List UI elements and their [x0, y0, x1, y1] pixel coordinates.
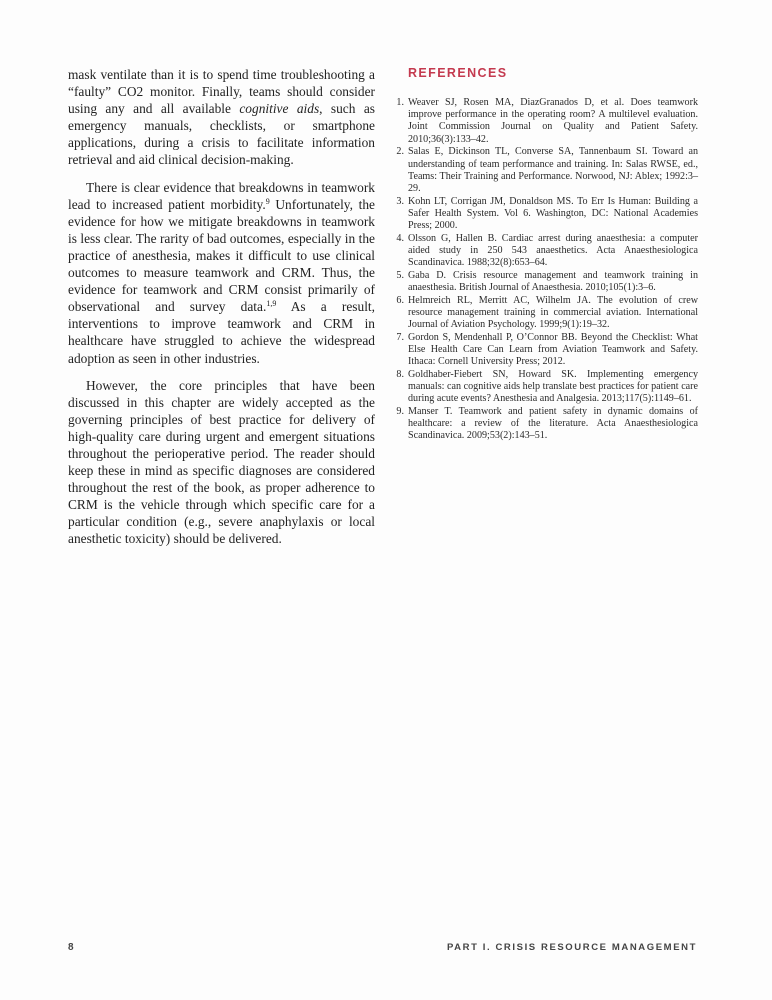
paragraph-text: There is clear evidence that breakdowns in teamwork lead to increased patient morbidity. [68, 179, 375, 212]
paragraph-text: , such as emergency manuals, checklists, or smartphone applications, during a crisis to facilitate information retrieval and aid clinical decision-making. [68, 101, 375, 168]
reference-text: Weaver SJ, Rosen MA, DiazGranados D, et al. Does teamwork improve performance in the operating room? A multilevel evaluation. Joint Commission Journal on Quality and Patient Safety. 2010;36(3):133–42. [408, 97, 698, 145]
references-column [392, 66, 698, 443]
reference-text: Goldhaber-Fiebert SN, Howard SK. Implementing emergency manuals: can cognitive aids help translate best practices for patient care during acute events? Anesthesia and Analgesia. 2013;117(5):1149–61. [408, 368, 698, 405]
reference-number: 1. [396, 97, 404, 108]
reference-item [392, 270, 698, 294]
reference-text: Gaba D. Crisis resource management and teamwork training in anaesthesia. British Journal of Anaesthesia. 2010;105(1):3–6. [408, 269, 698, 294]
body-paragraph [68, 66, 375, 169]
reference-item [392, 295, 698, 332]
page-number: 8 [68, 942, 75, 953]
body-paragraph: However, the core principles that have been discussed in this chapter are widely accepted as the governing principles of best practice for delivery of high-quality care during urgent and emergent situations throughout the perioperative period. The reader should keep these in mind as specific diagnoses are considered throughout the rest of the book, as proper adherence to CRM is the vehicle through which specific care for a particular condition (e.g., severe anaphylaxis or local anesthetic toxicity) should be delivered. [68, 377, 375, 547]
running-footer-title: PART I. CRISIS RESOURCE MANAGEMENT [446, 942, 697, 953]
reference-number: 3. [396, 195, 404, 207]
reference-number: 2. [396, 146, 404, 158]
reference-number: 4. [396, 232, 404, 244]
reference-item [392, 233, 698, 270]
reference-item [392, 369, 698, 406]
reference-item [392, 406, 698, 443]
reference-item [392, 97, 698, 146]
citation-superscript: 9 [265, 196, 270, 206]
citation-superscript: 1,9 [266, 299, 277, 309]
reference-text: Kohn LT, Corrigan JM, Donaldson MS. To Err Is Human: Building a Safer Health System. Vol 6. Washington, DC: National Academies Press; 2000. [408, 195, 698, 232]
reference-text: Helmreich RL, Merritt AC, Wilhelm JA. The evolution of crew resource management training in commercial aviation. International Journal of Aviation Psychology. 1999;9(1):19–32. [408, 294, 698, 331]
reference-number: 8. [396, 368, 404, 380]
reference-text: Manser T. Teamwork and patient safety in dynamic domains of healthcare: a review of the literature. Acta Anaesthesiologica Scandinavica. 2009;53(2):143–51. [408, 406, 698, 442]
reference-list [392, 97, 698, 443]
paragraph-text: Unfortunately, the evidence for how we mitigate breakdowns in teamwork is less clear. The rarity of bad outcomes, especially in the practice of anesthesia, makes it difficult to use clinical outcomes to measure teamwork and CRM. Thus, the evidence for teamwork and CRM consist primarily of observational and survey data. [68, 196, 375, 315]
reference-text: Salas E, Dickinson TL, Converse SA, Tannenbaum SI. Toward an understanding of team performance and training. In: Salas RWSE, ed., Teams: Their Training and Performance. Norwood, NJ: Ablex; 1992:3–29. [408, 146, 698, 194]
reference-number: 7. [396, 331, 404, 343]
reference-text: Olsson G, Hallen B. Cardiac arrest during anaesthesia: a computer aided study in 250 543 anaesthetics. Acta Anaesthesiologica Scandinavica. 1988;32(8):653–64. [408, 232, 698, 269]
emphasized-term: cognitive aids [239, 101, 320, 117]
reference-number: 6. [396, 294, 404, 306]
reference-number: 5. [396, 269, 404, 281]
body-paragraph [68, 179, 375, 367]
reference-item [392, 146, 698, 195]
reference-number: 9. [396, 406, 404, 418]
body-text-column [68, 66, 375, 558]
reference-item [392, 196, 698, 233]
paragraph-text: mask ventilate than it is to spend time troubleshooting a “faulty” CO2 monitor. Finally, teams should consider using any and all available [68, 67, 375, 117]
reference-item [392, 332, 698, 369]
paragraph-text: As a result, interventions to improve teamwork and CRM in healthcare have struggled to achieve the widespread adoption as seen in other industries. [68, 299, 375, 366]
reference-text: Gordon S, Mendenhall P, O’Connor BB. Beyond the Checklist: What Else Health Care Can Learn from Aviation Teamwork and Safety. Ithaca: Cornell University Press; 2012. [408, 331, 698, 368]
references-heading: REFERENCES [408, 66, 508, 80]
